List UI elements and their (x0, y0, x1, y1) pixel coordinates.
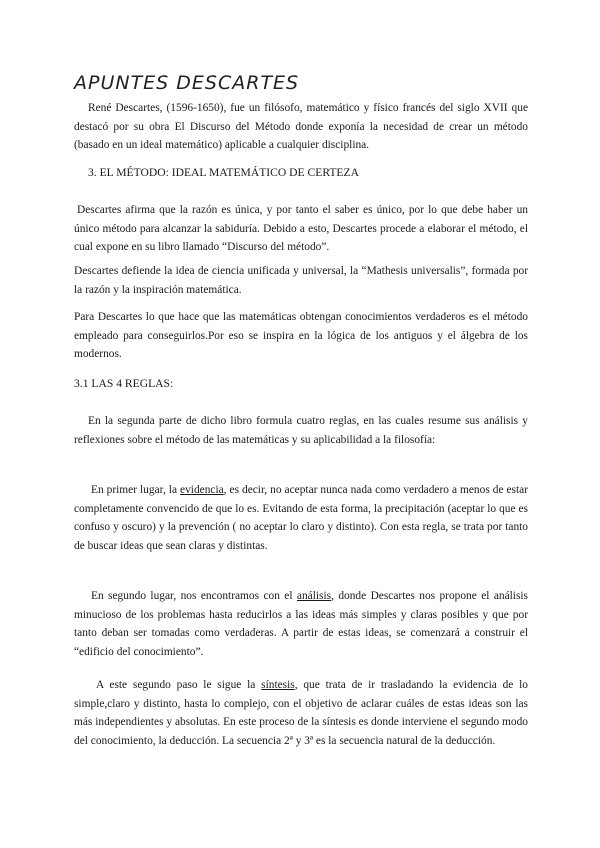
rule-3-paragraph (74, 676, 528, 750)
document-title: APUNTES DESCARTES (74, 72, 300, 94)
rule-1-text-after: , es decir, no aceptar nunca nada como verdadero a menos de estar completamente convencido de que lo es. Evitando de esta forma, la precipitación (aceptar lo que es confuso y oscuro) y la prevención ( no aceptar lo claro y distinto). Con esta regla, se trata por tanto de buscar ideas que sean claras y distintas. (74, 484, 528, 552)
rule-1-text-before: En primer lugar, la (91, 484, 181, 496)
rule-3-term-sintesis: síntesis (261, 679, 295, 691)
section-3-1-heading: 3.1 LAS 4 REGLAS: (74, 377, 174, 390)
rule-1-term-evidencia: evidencia (180, 484, 224, 496)
method-paragraph-2: Descartes defiende la idea de ciencia unificada y universal, la “Mathesis universalis”, formada por la razón y la inspiración matemática. (74, 265, 528, 296)
rule-2-paragraph (74, 587, 528, 661)
section-3-heading: 3. EL MÉTODO: IDEAL MATEMÁTICO DE CERTEZA (88, 166, 359, 179)
rule-3-text-after: , que trata de ir trasladando la evidencia de lo simple,claro y distinto, hasta lo complejo, con el objetivo de aclarar cuáles de estas ideas son las más independientes y absolutas. En este proceso de la síntesis es donde interviene el segundo modo del conocimiento, la deducción. La secuencia 2ª y 3ª es la secuencia natural de la deducción. (74, 679, 528, 747)
rule-2-text-before: En segundo lugar, nos encontramos con el (91, 590, 297, 602)
rule-2-term-analisis: análisis (296, 590, 332, 602)
intro-paragraph: René Descartes, (1596-1650), fue un filósofo, matemático y físico francés del siglo XVII que destacó por su obra El Discurso del Método donde exponía la necesidad de crear un método (basado en un ideal matemático) aplicable a cualquier disciplina. (74, 102, 528, 152)
method-paragraph-3: Para Descartes lo que hace que las matemáticas obtengan conocimientos verdaderos es el método empleado para conseguirlos.Por eso se inspira en la lógica de los antiguos y el álgebra de los modernos. (74, 311, 528, 361)
rule-1-paragraph (74, 481, 528, 555)
rules-intro-paragraph: En la segunda parte de dicho libro formula cuatro reglas, en las cuales resume sus análisis y reflexiones sobre el método de las matemáticas y su aplicabilidad a la filosofía: (74, 415, 528, 446)
rule-2-text-after: , donde Descartes nos propone el análisis minucioso de los problemas hasta reducirlos a las ideas más simples y claras posibles y que por tanto deban ser tomadas como verdaderas. A partir de estas ideas, se comenzará a construir el “edificio del conocimiento”. (74, 590, 528, 658)
rule-3-text-before: A este segundo paso le sigue la (96, 679, 262, 691)
method-paragraph-1: Descartes afirma que la razón es única, y por tanto el saber es único, por lo que debe haber un único método para alcanzar la sabiduría. Debido a esto, Descartes procede a elaborar el método, el cual expone en su libro llamado “Discurso del método”. (74, 204, 528, 254)
